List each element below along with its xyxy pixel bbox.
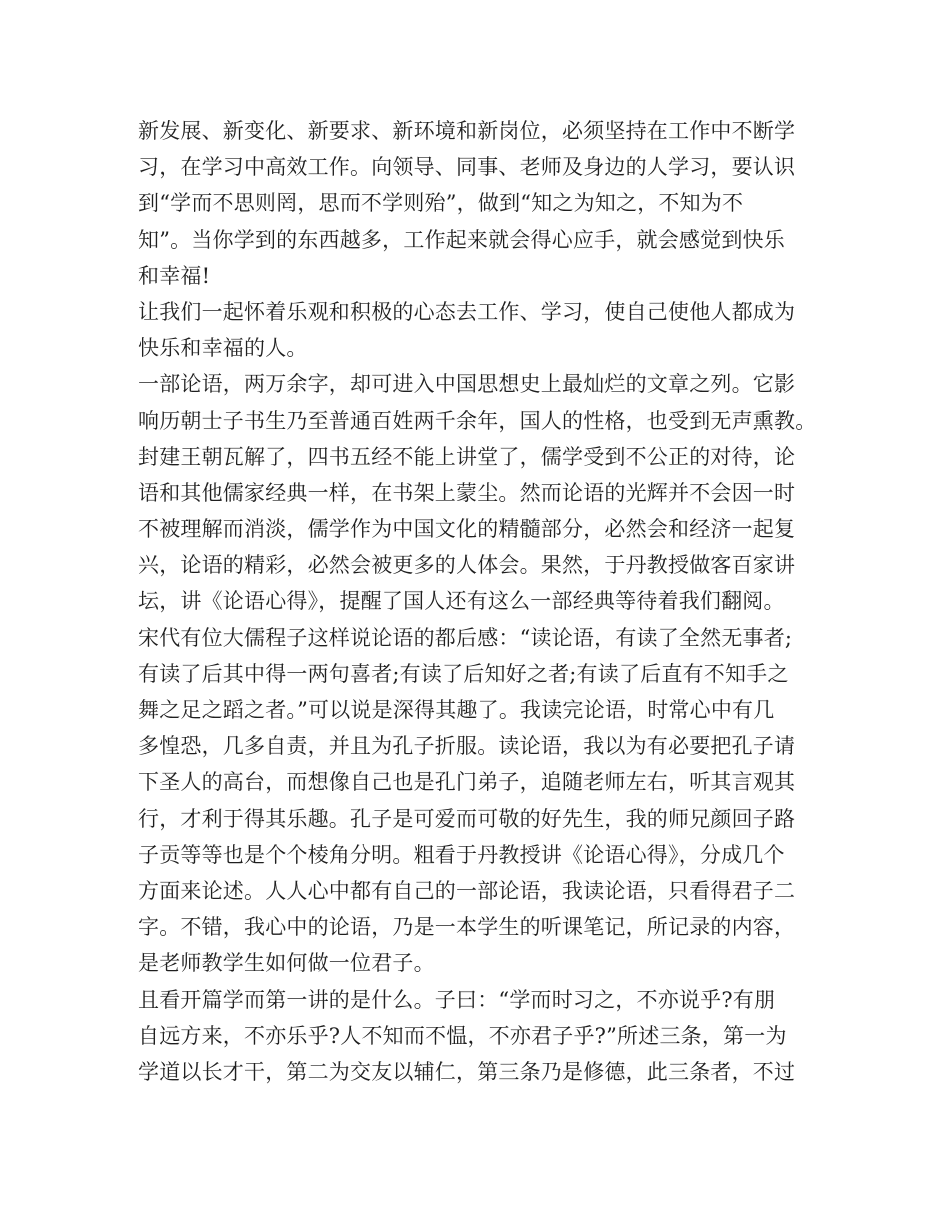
document-body: [138, 113, 818, 1090]
text-line: 自远方来，不亦乐乎?人不知而不愠，不亦君子乎?”所述三条，第一为: [138, 1023, 787, 1048]
text-line: 新发展、新变化、新要求、新环境和新岗位，必须坚持在工作中不断学: [138, 119, 796, 143]
text-line: 字。不错，我心中的论语，乃是一本学生的听课笔记，所记录的内容，: [138, 915, 796, 940]
text-line: 方面来论述。人人心中都有自己的一部论语，我读论语，只看得君子二: [138, 878, 796, 903]
text-line: 是老师教学生如何做一位君子。: [138, 951, 435, 976]
text-line: 坛，讲《论语心得》，提醒了国人还有这么一部经典等待着我们翻阅。: [138, 589, 785, 614]
text-line: 且看开篇学而第一讲的是什么。子曰：“学而时习之，不亦说乎?有朋: [138, 987, 776, 1012]
text-line: 宋代有位大儒程子这样说论语的都后感：“读论语，有读了全然无事者;: [138, 625, 793, 650]
text-line: 下圣人的高台，而想像自己也是孔门弟子，追随老师左右，听其言观其: [138, 770, 796, 795]
text-line: 快乐和幸福的人。: [138, 336, 308, 361]
text-line: 和幸福!: [138, 263, 211, 288]
text-line: 响历朝士子书生乃至普通百姓两千余年，国人的性格，也受到无声熏教。: [138, 408, 817, 433]
text-line: 一部论语，两万余字，却可进入中国思想史上最灿烂的文章之列。它影: [138, 372, 796, 397]
text-line: 有读了后其中得一两句喜者;有读了后知好之者;有读了后直有不知手之: [138, 661, 789, 686]
text-line: 子贡等等也是个个棱角分明。粗看于丹教授讲《论语心得》，分成几个: [138, 842, 785, 867]
text-line: 知”。当你学到的东西越多，工作起来就会得心应手，就会感觉到快乐: [138, 227, 785, 252]
text-line: 语和其他儒家经典一样，在书架上蒙尘。然而论语的光辉并不会因一时: [138, 480, 796, 505]
text-line: 兴，论语的精彩，必然会被更多的人体会。果然，于丹教授做客百家讲: [138, 553, 796, 578]
text-line: 习，在学习中高效工作。向领导、同事、老师及身边的人学习，要认识: [138, 155, 796, 180]
text-line: 封建王朝瓦解了，四书五经不能上讲堂了，儒学受到不公正的对待，论: [138, 444, 796, 469]
text-line: 行，才利于得其乐趣。孔子是可爱而可敬的好先生，我的师兄颜回子路: [138, 806, 796, 831]
text-line: 多惶恐，几多自责，并且为孔子折服。读论语，我以为有必要把孔子请: [138, 734, 796, 759]
text-line: 让我们一起怀着乐观和积极的心态去工作、学习，使自己使他人都成为: [138, 299, 796, 324]
text-line: 学道以长才干，第二为交友以辅仁，第三条乃是修德，此三条者，不过: [138, 1059, 796, 1084]
text-line: 到“学而不思则罔，思而不学则殆”，做到“知之为知之，不知为不: [138, 191, 744, 216]
text-line: 舞之足之蹈之者。”可以说是深得其趣了。我读完论语，时常心中有几: [138, 698, 775, 722]
text-line: 不被理解而消淡，儒学作为中国文化的精髓部分，必然会和经济一起复: [138, 517, 796, 542]
